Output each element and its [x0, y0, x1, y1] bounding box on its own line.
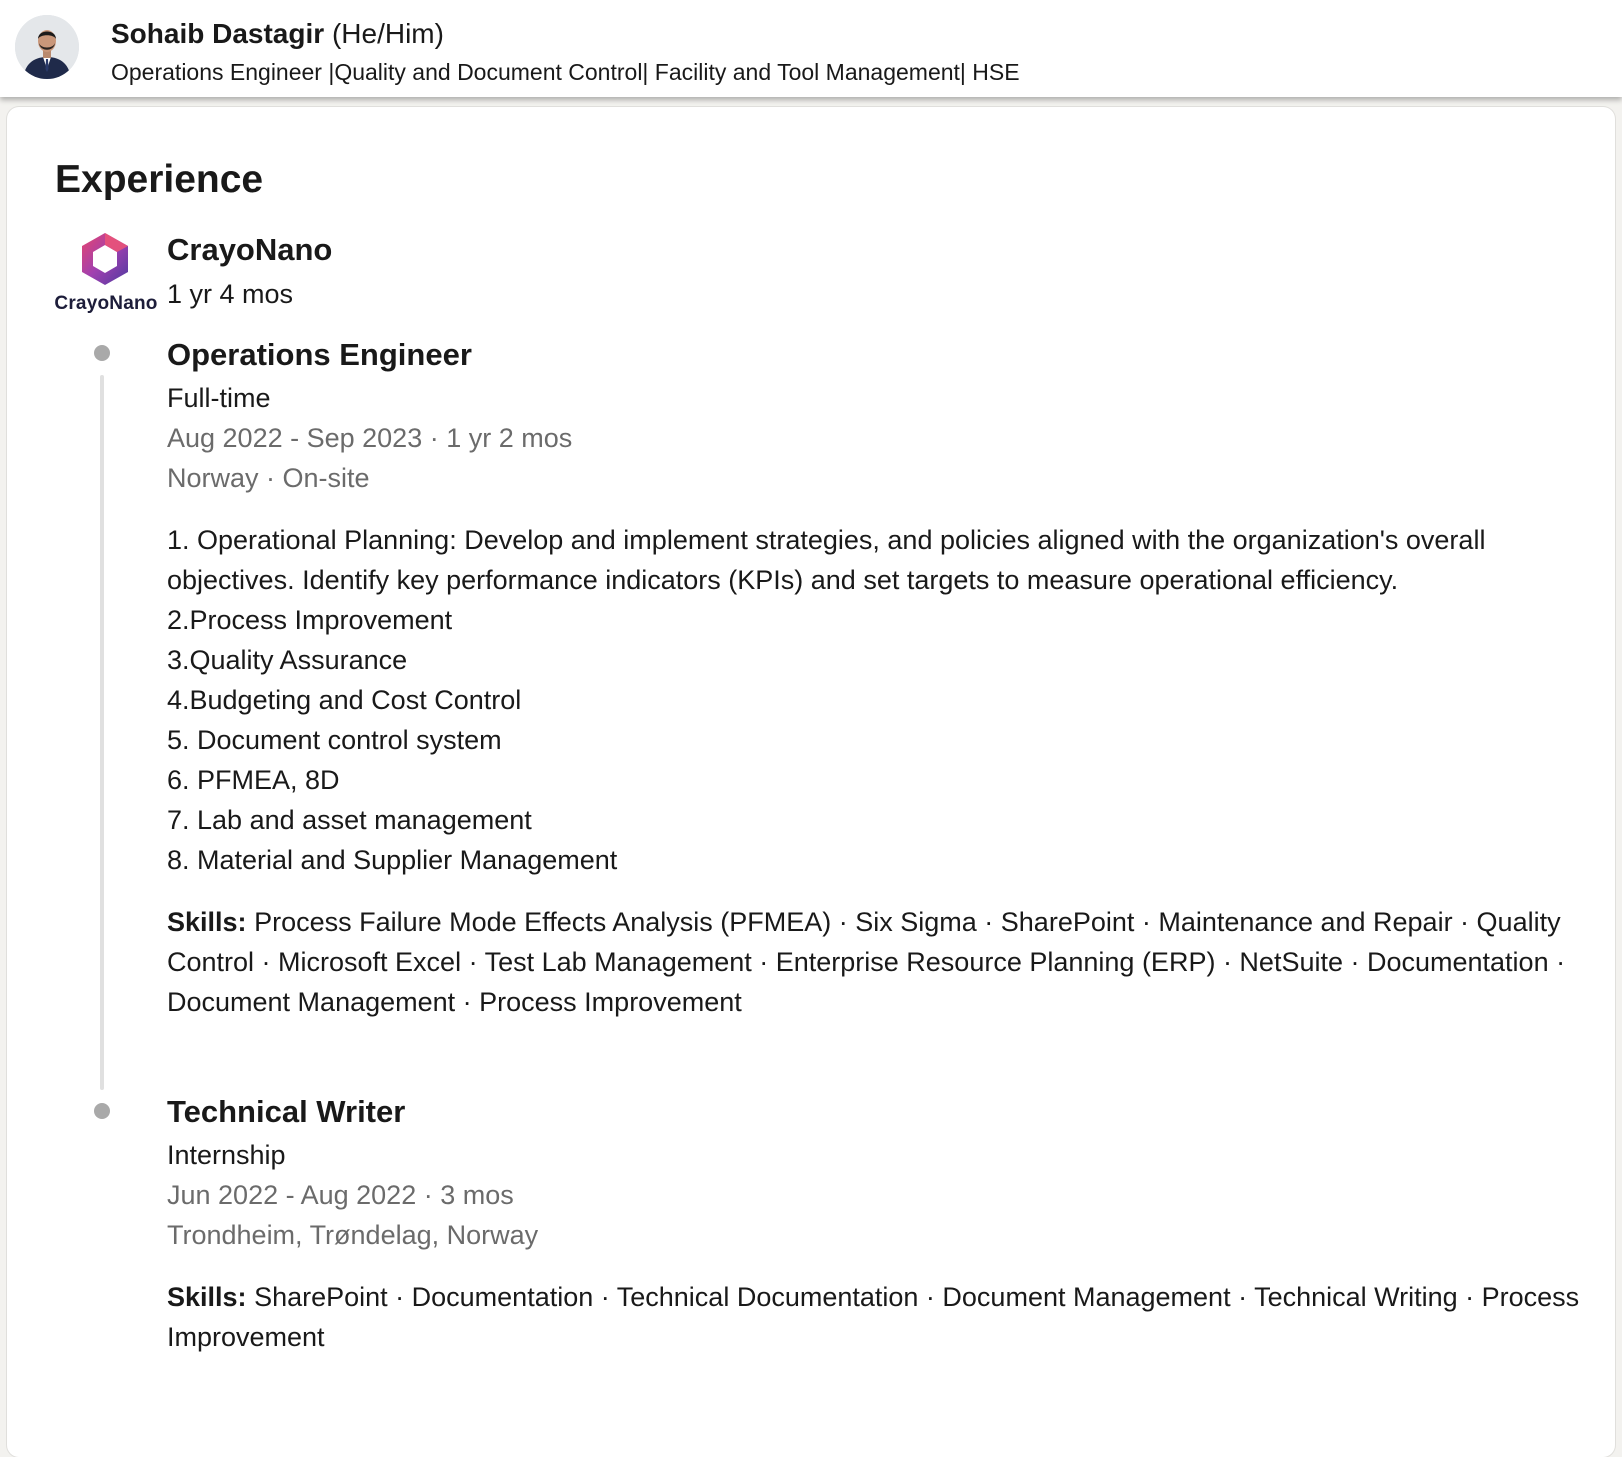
- position-skills: [167, 1277, 1587, 1357]
- description-line: 3.Quality Assurance: [167, 645, 408, 675]
- skills-list: SharePoint · Documentation · Technical Documentation · Document Management · Technical Writing · Process Improvement: [167, 1282, 1580, 1352]
- experience-card: [7, 107, 1615, 1457]
- profile-name-line: [111, 17, 444, 51]
- description-line: 7. Lab and asset management: [167, 805, 532, 835]
- timeline-dot: [94, 345, 110, 361]
- position-location: Norway · On-site: [167, 463, 370, 493]
- position-dates: Jun 2022 - Aug 2022 · 3 mos: [167, 1180, 514, 1210]
- skills-label: Skills:: [167, 1282, 247, 1312]
- skills-list: Process Failure Mode Effects Analysis (PFMEA) · Six Sigma · SharePoint · Maintenance and Repair · Quality Control · Microsoft Excel · Test Lab Management · Enterprise Resource Planning (ERP) · NetSuite · Documentation · Document Management · Process Improvement: [167, 907, 1566, 1017]
- profile-pronouns: (He/Him): [331, 18, 444, 49]
- company-logo-text: CrayoNano: [54, 293, 158, 314]
- position-location: Trondheim, Trøndelag, Norway: [167, 1220, 539, 1250]
- position-operations-engineer: [167, 336, 1587, 1022]
- description-line: 5. Document control system: [167, 725, 502, 755]
- company-name[interactable]: CrayoNano: [167, 232, 333, 267]
- company-duration: 1 yr 4 mos: [167, 279, 294, 309]
- position-skills: [167, 902, 1587, 1022]
- timeline-dot: [94, 1103, 110, 1119]
- description-line: 4.Budgeting and Cost Control: [167, 685, 522, 715]
- company-logo[interactable]: [52, 231, 162, 321]
- position-title[interactable]: Technical Writer: [167, 1094, 406, 1129]
- avatar[interactable]: [15, 15, 79, 79]
- description-line: 6. PFMEA, 8D: [167, 765, 340, 795]
- profile-name[interactable]: Sohaib Dastagir: [111, 18, 325, 49]
- employment-type: Internship: [167, 1140, 286, 1170]
- position-description: [167, 520, 1587, 880]
- crayonano-hexagon-icon: [77, 231, 133, 287]
- position-dates: Aug 2022 - Sep 2023 · 1 yr 2 mos: [167, 423, 573, 453]
- section-title: Experience: [55, 158, 264, 201]
- profile-sticky-header: [0, 0, 1622, 97]
- skills-label: Skills:: [167, 907, 247, 937]
- description-line: 8. Material and Supplier Management: [167, 845, 618, 875]
- description-line: 2.Process Improvement: [167, 605, 453, 635]
- employment-type: Full-time: [167, 383, 271, 413]
- position-technical-writer: [167, 1093, 1587, 1357]
- position-title[interactable]: Operations Engineer: [167, 337, 472, 372]
- profile-headline: Operations Engineer |Quality and Document Control| Facility and Tool Management| HSE: [111, 59, 1020, 85]
- description-line: 1. Operational Planning: Develop and implement strategies, and policies aligned with the organization's overall objectives. Identify key performance indicators (KPIs) and set targets to measure operational efficiency.: [167, 525, 1486, 595]
- timeline-line: [100, 375, 104, 1090]
